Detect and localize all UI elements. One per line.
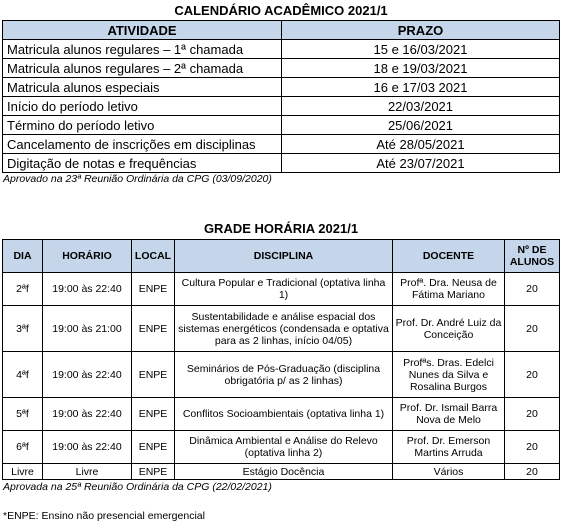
calendar-row [3, 135, 560, 154]
calendar-row [3, 116, 560, 135]
cell-num-alunos: 20 [505, 273, 560, 306]
header-num-alunos: Nº DE ALUNOS [505, 240, 560, 273]
header-horario: HORÁRIO [43, 240, 132, 273]
header-local: LOCAL [132, 240, 175, 273]
cell-disciplina: Conflitos Socioambientais (optativa linha 1) [175, 398, 393, 431]
cell-horario: 19:00 às 22:40 [43, 398, 132, 431]
calendar-approval-note: Aprovado na 23ª Reunião Ordinária da CPG (03/09/2020) [3, 173, 272, 185]
cell-disciplina: Sustentabilidade e análise espacial dos sistemas energéticos (condensada e optativa para as 2 linhas, início 04/05) [175, 306, 393, 352]
calendar-row [3, 154, 560, 173]
enpe-footnote: *ENPE: Ensino não presencial emergencial [3, 510, 205, 522]
cell-disciplina: Dinâmica Ambiental e Análise do Relevo (optativa linha 2) [175, 431, 393, 464]
calendar-header-atividade: ATIVIDADE [3, 21, 282, 40]
cell-local: ENPE [132, 306, 175, 352]
schedule-header-row [3, 240, 560, 273]
cell-docente: Profªs. Dras. Edelci Nunes da Silva e Rosalina Burgos [393, 352, 505, 398]
grade-approval-note: Aprovada na 25ª Reunião Ordinária da CPG (22/02/2021) [3, 481, 272, 493]
calendar-deadline: 22/03/2021 [282, 97, 560, 116]
cell-disciplina: Estágio Docência [175, 464, 393, 480]
cell-local: ENPE [132, 352, 175, 398]
calendar-activity: Matricula alunos regulares – 1ª chamada [3, 40, 282, 59]
calendar-deadline: Até 23/07/2021 [282, 154, 560, 173]
cell-disciplina: Cultura Popular e Tradicional (optativa linha 1) [175, 273, 393, 306]
cell-docente: Prof. Dr. Ismail Barra Nova de Melo [393, 398, 505, 431]
calendar-row [3, 97, 560, 116]
cell-local: ENPE [132, 431, 175, 464]
calendar-row [3, 78, 560, 97]
calendar-activity: Término do período letivo [3, 116, 282, 135]
calendar-title: CALENDÁRIO ACADÊMICO 2021/1 [174, 3, 388, 18]
calendar-deadline: 15 e 16/03/2021 [282, 40, 560, 59]
calendar-deadline: 16 e 17/03 2021 [282, 78, 560, 97]
cell-dia: 5ªf [3, 398, 43, 431]
schedule-table [2, 239, 560, 480]
calendar-activity: Matricula alunos especiais [3, 78, 282, 97]
calendar-deadline: 18 e 19/03/2021 [282, 59, 560, 78]
calendar-activity: Cancelamento de inscrições em disciplinas [3, 135, 282, 154]
calendar-deadline: 25/06/2021 [282, 116, 560, 135]
cell-dia: 6ªf [3, 431, 43, 464]
cell-docente: Profª. Dra. Neusa de Fátima Mariano [393, 273, 505, 306]
schedule-row [3, 464, 560, 480]
cell-dia: 4ªf [3, 352, 43, 398]
cell-num-alunos: 20 [505, 352, 560, 398]
cell-docente: Prof. Dr. Emerson Martins Arruda [393, 431, 505, 464]
schedule-row [3, 273, 560, 306]
cell-horario: 19:00 às 22:40 [43, 352, 132, 398]
cell-local: ENPE [132, 464, 175, 480]
schedule-row [3, 306, 560, 352]
cell-horario: 19:00 às 22:40 [43, 431, 132, 464]
cell-docente: Vários [393, 464, 505, 480]
cell-dia: 3ªf [3, 306, 43, 352]
cell-num-alunos: 20 [505, 398, 560, 431]
schedule-row [3, 431, 560, 464]
calendar-activity: Digitação de notas e frequências [3, 154, 282, 173]
calendar-activity: Matricula alunos regulares – 2ª chamada [3, 59, 282, 78]
schedule-row [3, 398, 560, 431]
header-disciplina: DISCIPLINA [175, 240, 393, 273]
cell-disciplina: Seminários de Pós-Graduação (disciplina obrigatória p/ as 2 linhas) [175, 352, 393, 398]
cell-dia: Livre [3, 464, 43, 480]
cell-local: ENPE [132, 398, 175, 431]
schedule-row [3, 352, 560, 398]
calendar-header-row [3, 21, 560, 40]
cell-horario: 19:00 às 21:00 [43, 306, 132, 352]
cell-horario: 19:00 às 22:40 [43, 273, 132, 306]
cell-dia: 2ªf [3, 273, 43, 306]
header-docente: DOCENTE [393, 240, 505, 273]
cell-horario: Livre [43, 464, 132, 480]
cell-local: ENPE [132, 273, 175, 306]
cell-num-alunos: 20 [505, 306, 560, 352]
calendar-table [2, 20, 560, 173]
calendar-row [3, 59, 560, 78]
calendar-activity: Início do período letivo [3, 97, 282, 116]
cell-num-alunos: 20 [505, 431, 560, 464]
calendar-row [3, 40, 560, 59]
calendar-header-prazo: PRAZO [282, 21, 560, 40]
cell-docente: Prof. Dr. André Luiz da Conceição [393, 306, 505, 352]
calendar-deadline: Até 28/05/2021 [282, 135, 560, 154]
cell-num-alunos: 20 [505, 464, 560, 480]
header-dia: DIA [3, 240, 43, 273]
grade-title: GRADE HORÁRIA 2021/1 [203, 221, 359, 236]
